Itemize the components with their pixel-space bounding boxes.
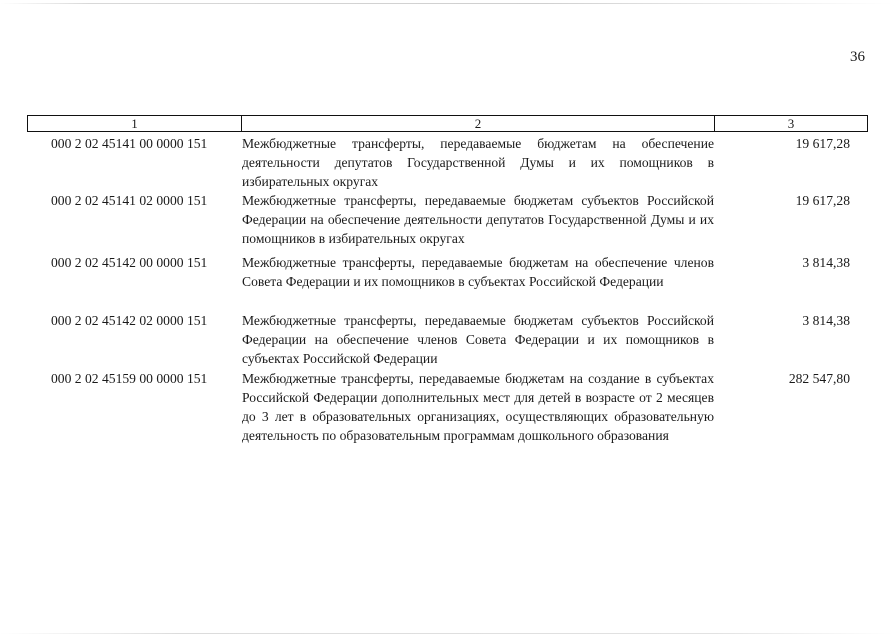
row-amount: 3 814,38 [802, 313, 850, 328]
budget-code: 000 2 02 45142 02 0000 151 [51, 313, 208, 328]
table-row [27, 311, 868, 368]
page-number: 36 [850, 49, 865, 65]
row-description: Межбюджетные трансферты, передаваемые бюджетам субъектов Российской Федерации на обеспечение членов Совета Федерации и их помощников в субъектах Российской Федерации [242, 313, 714, 366]
budget-code: 000 2 02 45141 00 0000 151 [51, 136, 208, 151]
row-description: Межбюджетные трансферты, передаваемые бюджетам на обеспечение деятельности депутатов Государственной Думы и их помощников в избирательных округах [242, 136, 714, 189]
table-header [27, 115, 868, 132]
budget-code: 000 2 02 45142 00 0000 151 [51, 255, 208, 270]
budget-code: 000 2 02 45141 02 0000 151 [51, 193, 208, 208]
column-header-2: 2 [242, 116, 715, 131]
row-amount: 19 617,28 [795, 193, 850, 208]
table-row [27, 191, 868, 248]
scan-edge-bottom [0, 633, 893, 634]
table-row [27, 369, 868, 445]
row-amount: 282 547,80 [788, 371, 850, 386]
column-header-1: 1 [28, 116, 242, 131]
row-description: Межбюджетные трансферты, передаваемые бюджетам на создание в субъектах Российской Федерации дополнительных мест для детей в возрасте от 2 месяцев до 3 лет в образовательных организациях, осуществляющих образовательную деятельность по образовательным программам дошкольного образования [242, 371, 714, 443]
table-row [27, 134, 868, 191]
scan-edge-top [0, 3, 893, 4]
budget-code: 000 2 02 45159 00 0000 151 [51, 371, 208, 386]
row-description: Межбюджетные трансферты, передаваемые бюджетам субъектов Российской Федерации на обеспечение деятельности депутатов Государственной Думы и их помощников в избирательных округах [242, 193, 714, 246]
row-amount: 3 814,38 [802, 255, 850, 270]
table-row [27, 253, 868, 291]
row-amount: 19 617,28 [795, 136, 850, 151]
column-header-3: 3 [787, 116, 795, 131]
row-description: Межбюджетные трансферты, передаваемые бюджетам на обеспечение членов Совета Федерации и их помощников в субъектах Российской Федерации [242, 255, 714, 289]
